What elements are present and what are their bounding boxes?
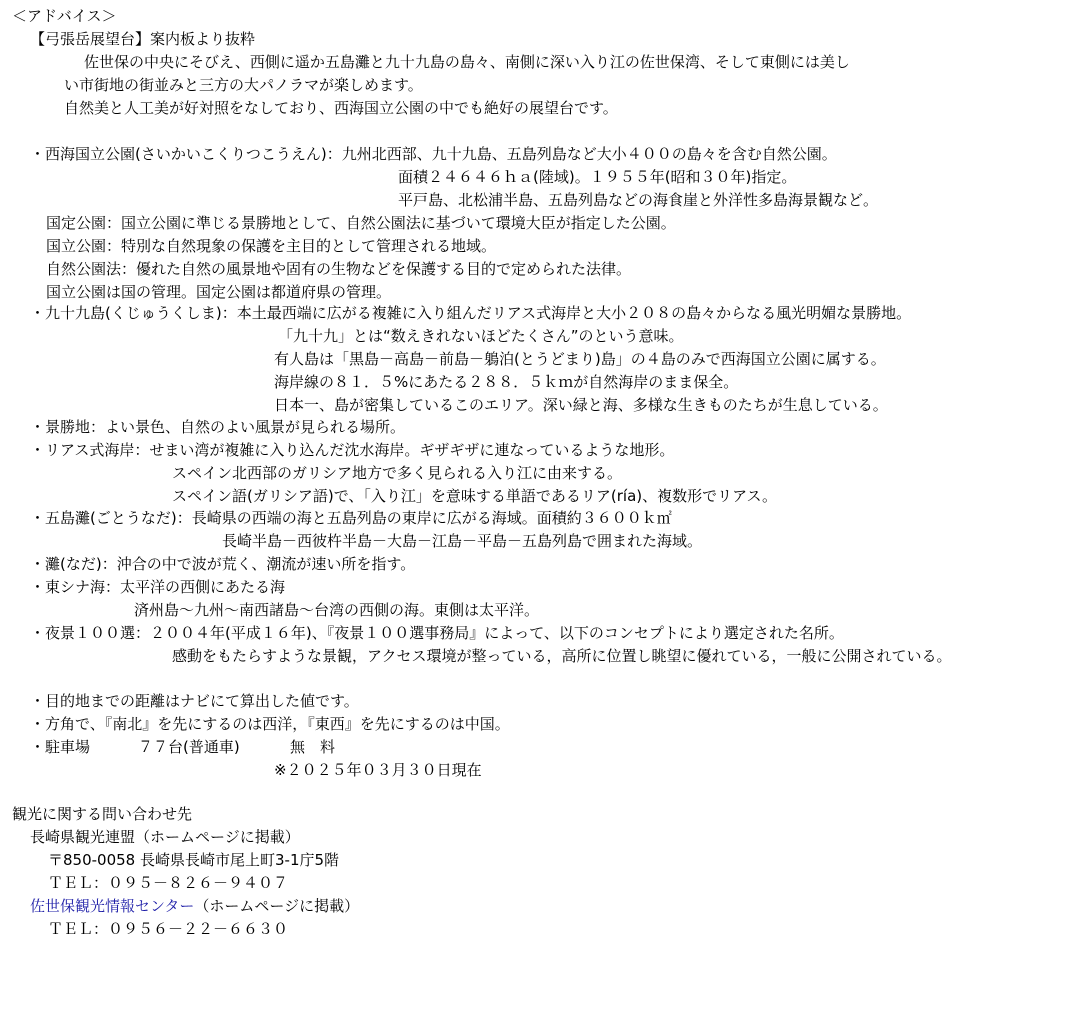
parking-fee: 無 料 bbox=[290, 738, 336, 756]
sasebo-row bbox=[30, 895, 359, 917]
saikai-line-3: 平戸島、北松浦半島、五島列島などの海食崖と外洋性多島海景観など。 bbox=[398, 191, 879, 209]
section-title: 【弓張岳展望台】案内板より抜粋 bbox=[30, 30, 256, 48]
contacts-heading: 観光に関する問い合わせ先 bbox=[12, 805, 193, 823]
kokuritsu-line: 国立公園：特別な自然現象の保護を主目的として管理される地域。 bbox=[46, 237, 497, 255]
yakei-line-2: 感動をもたらすような景観，アクセス環境が整っている，高所に位置し眺望に優れている，一般に公開されている。 bbox=[172, 647, 952, 665]
sasebo-tel: ＴＥＬ：０９５６－２２－６６３０ bbox=[48, 920, 289, 938]
keishochi-line: ・景勝地：よい景色、自然のよい風景が見られる場所。 bbox=[30, 418, 406, 436]
rias-line-3: スペイン語(ガリシア語)で、「入り江」を意味する単語であるリア(ría)、複数形でリアス。 bbox=[172, 487, 777, 505]
parking-count: ７７台(普通車) bbox=[138, 738, 240, 756]
nagasaki-name: 長崎県観光連盟（ホームページに掲載） bbox=[30, 828, 300, 846]
nagasaki-address: 〒850-0058 長崎県長崎市尾上町3-1庁5階 bbox=[48, 851, 340, 869]
intro-line-2: い市街地の街並みと三方の大パノラマが楽しめます。 bbox=[64, 76, 423, 94]
saikai-line-1: ・西海国立公園(さいかいこくりつこうえん)：九州北西部、九十九島、五島列島など大小４００の島々を含む自然公園。 bbox=[30, 145, 837, 163]
rias-line-2: スペイン北西部のガリシア地方で多く見られる入り江に由来する。 bbox=[172, 464, 623, 482]
nada-line: ・灘(なだ)：沖合の中で波が荒く、潮流が速い所を指す。 bbox=[30, 555, 416, 573]
sasebo-center-link[interactable]: 佐世保観光情報センター bbox=[30, 897, 195, 915]
gotonada-line-2: 長崎半島－西彼杵半島－大島－江島－平島－五島列島で囲まれた海域。 bbox=[222, 532, 703, 550]
as-of-date: ※２０２５年０３月３０日現在 bbox=[274, 761, 482, 779]
shizenho-line: 自然公園法：優れた自然の風景地や固有の生物などを保護する目的で定められた法律。 bbox=[46, 260, 632, 278]
gotonada-line-1: ・五島灘(ごとうなだ)：長崎県の西端の海と五島列島の東岸に広がる海域。面積約３６００ｋ㎡ bbox=[30, 509, 672, 527]
kujuku-line-2: 「九十九」とは“数えきれないほどたくさん”のという意味。 bbox=[278, 327, 684, 345]
intro-line-1: 佐世保の中央にそびえ、西側に遥か五島灘と九十九島の島々、南側に深い入り江の佐世保湾、そして東側には美し bbox=[84, 53, 850, 71]
higashishina-line-1: ・東シナ海：太平洋の西側にあたる海 bbox=[30, 578, 286, 596]
yakei-line-1: ・夜景１００選：２００４年(平成１６年)、『夜景１００選事務局』によって、以下のコンセプトにより選定された名所。 bbox=[30, 624, 844, 642]
sasebo-note: （ホームページに掲載） bbox=[194, 897, 360, 915]
parking-label: ・駐車場 bbox=[30, 738, 91, 756]
higashishina-line-2: 済州島～九州～南西諸島～台湾の西側の海。東側は太平洋。 bbox=[134, 601, 540, 619]
direction-note: ・方角で、『南北』を先にするのは西洋，『東西』を先にするのは中国。 bbox=[30, 715, 510, 733]
advice-heading: ＜アドバイス＞ bbox=[12, 7, 117, 25]
distance-note: ・目的地までの距離はナビにて算出した値です。 bbox=[30, 692, 359, 710]
kujuku-line-5: 日本一、島が密集しているこのエリア。深い緑と海、多様な生きものたちが生息している。 bbox=[274, 396, 888, 414]
rias-line-1: ・リアス式海岸：せまい湾が複雑に入り込んだ沈水海岸。ギザギザに連なっているような地形。 bbox=[30, 441, 675, 459]
nagasaki-tel: ＴＥＬ：０９５－８２６－９４０７ bbox=[48, 874, 289, 892]
intro-line-3: 自然美と人工美が好対照をなしており、西海国立公園の中でも絶好の展望台です。 bbox=[64, 99, 618, 117]
kujuku-line-3: 有人島は「黒島－高島－前島－鵢泊(とうどまり)島」の４島のみで西海国立公園に属する。 bbox=[274, 350, 886, 368]
kujuku-line-1: ・九十九島(くじゅうくしま)：本土最西端に広がる複雑に入り組んだリアス式海岸と大小２０８の島々からなる風光明媚な景勝地。 bbox=[30, 304, 912, 322]
kujuku-line-4: 海岸線の８１．５%にあたる２８８．５ｋｍが自然海岸のまま保全。 bbox=[274, 373, 739, 391]
saikai-line-2: 面積２４６４６ｈａ(陸域)。１９５５年(昭和３０年)指定。 bbox=[398, 168, 797, 186]
kokutei-line: 国定公園：国立公園に準じる景勝地として、自然公園法に基づいて環境大臣が指定した公園。 bbox=[46, 214, 676, 232]
kanri-line: 国立公園は国の管理。国定公園は都道府県の管理。 bbox=[46, 283, 392, 301]
